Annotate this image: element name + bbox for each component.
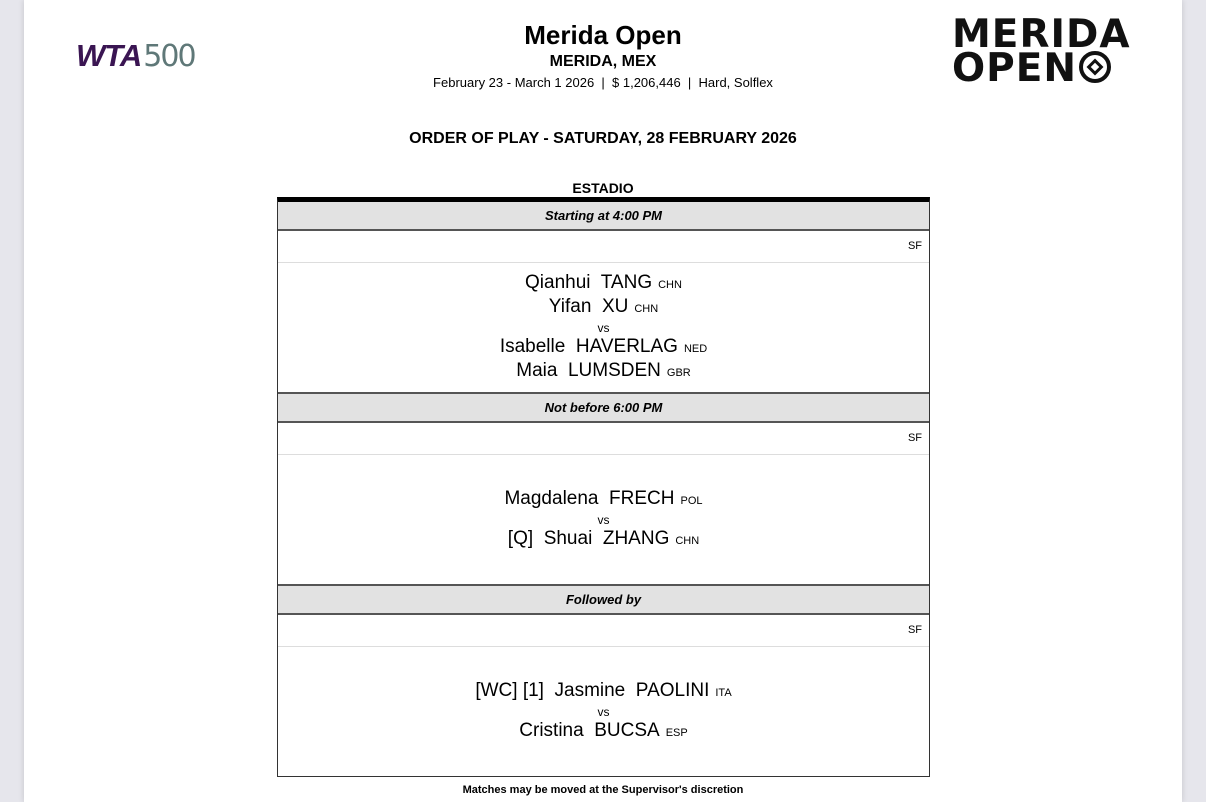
match-time: Starting at 4:00 PM [278, 202, 929, 231]
player [500, 336, 707, 360]
tournament-info: February 23 - March 1 2026 | $ 1,206,446 | Hard, Solflex [433, 75, 773, 90]
tournament-title: Merida Open [524, 20, 682, 50]
vs-label: vs [597, 704, 610, 719]
order-of-play-title: ORDER OF PLAY - SATURDAY, 28 FEBRUARY 2026 [409, 130, 797, 147]
player-country: NED [683, 342, 708, 355]
match-round: SF [278, 231, 929, 263]
player-name: Qianhui TANG [525, 271, 653, 293]
player-country: GBR [666, 366, 691, 379]
player-country: CHN [634, 302, 659, 315]
player [504, 488, 702, 512]
player [519, 720, 687, 744]
match-time: Followed by [278, 584, 929, 615]
player-name: [WC] [1] Jasmine PAOLINI [475, 679, 710, 701]
wta-logo-text: WTA [76, 38, 142, 73]
order-of-play-page [24, 0, 1182, 802]
player-country: CHN [658, 278, 682, 291]
player [525, 272, 682, 296]
match-players [278, 263, 929, 392]
match-round: SF [278, 615, 929, 647]
logo-line1: MERIDA [952, 12, 1131, 57]
player-name: Maia LUMSDEN [516, 359, 661, 381]
player-name: Magdalena FRECH [504, 487, 675, 509]
merida-open-logo [952, 12, 1131, 91]
tournament-location: MERIDA, MEX [549, 53, 657, 70]
player-name: Cristina BUCSA [519, 719, 660, 741]
match-section [278, 202, 929, 392]
player [508, 528, 699, 552]
player-name: Yifan XU [548, 295, 629, 317]
match-players [278, 647, 929, 776]
player [516, 360, 691, 384]
match-time: Not before 6:00 PM [278, 392, 929, 423]
match-players [278, 455, 929, 584]
match-round: SF [278, 423, 929, 455]
diamond-ring-icon [1079, 51, 1111, 83]
match-section [278, 392, 929, 584]
footer-note: Matches may be moved at the Supervisor's discretion [462, 784, 744, 796]
player [475, 680, 731, 704]
logo-line2: OPEN [952, 46, 1078, 91]
schedule-table [277, 197, 930, 777]
player-country: CHN [675, 534, 700, 547]
player-country: ITA [715, 686, 732, 699]
vs-label: vs [597, 320, 610, 335]
wta-level: 500 [143, 39, 195, 74]
court-name: ESTADIO [572, 180, 634, 196]
player-name: [Q] Shuai ZHANG [507, 527, 670, 549]
match-section [278, 584, 929, 776]
vs-label: vs [597, 512, 610, 527]
player-name: Isabelle HAVERLAG [499, 335, 678, 357]
player-country: ESP [665, 726, 688, 739]
player [549, 296, 658, 320]
player-country: POL [680, 494, 703, 507]
